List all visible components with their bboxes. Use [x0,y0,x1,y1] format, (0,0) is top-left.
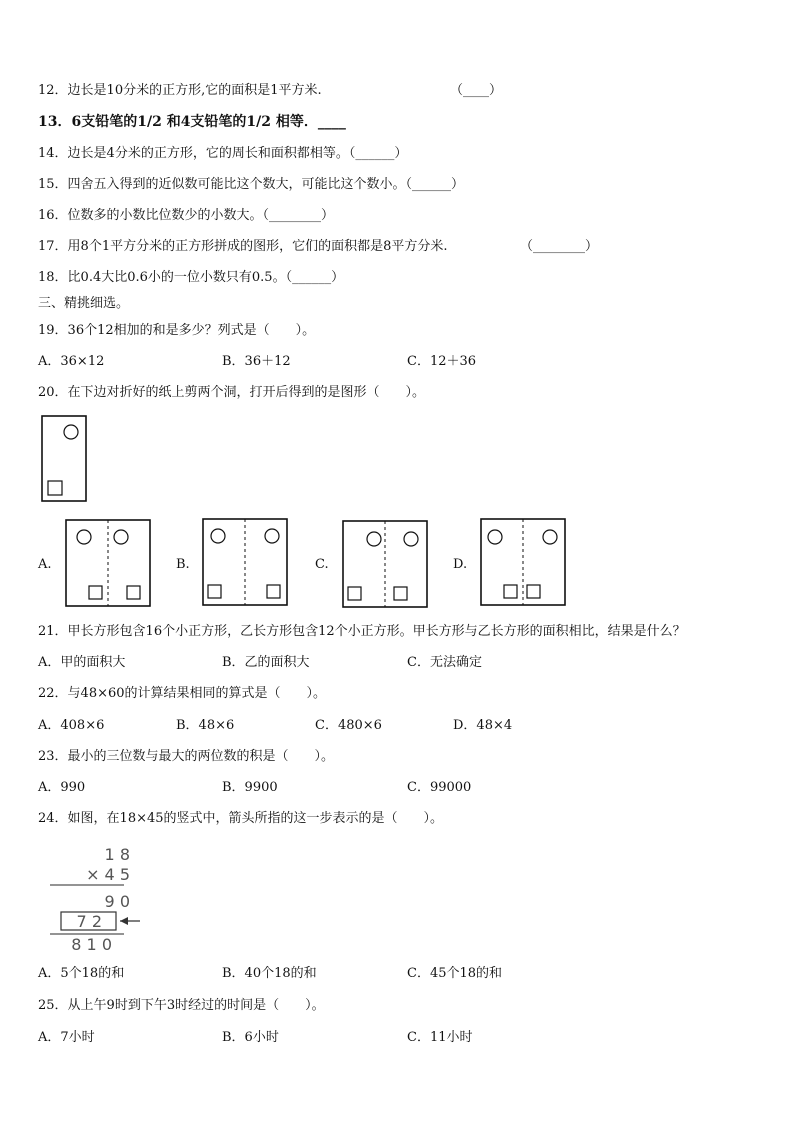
question-23: 23．最小的三位数与最大的两位数的积是（ ）。 [38,749,335,764]
answer-blank[interactable]: （____） [450,83,503,98]
question-text: 18．比0.4大比0.6小的一位小数只有0.5。 [38,270,286,285]
question-22: 22．与48×60的计算结果相同的算式是（ ）。 [38,686,327,701]
option-c[interactable]: C．11小时 [407,1030,473,1045]
option-a[interactable]: A．990 [38,780,86,795]
question-24: 24．如图，在18×45的竖式中，箭头所指的这一步表示的是（ ）。 [38,811,444,826]
answer-blank[interactable]: （________） [520,239,599,254]
question-text: 14．边长是4分米的正方形，它的周长和面积都相等。 [38,146,349,161]
option-c[interactable]: C．480×6 [315,718,382,733]
option-a[interactable]: A．7小时 [38,1030,95,1045]
option-a-label[interactable]: A. [38,557,52,572]
option-d-figure[interactable] [479,517,567,609]
calc-line-4: 7 2 [76,912,102,931]
question-14 [38,146,407,162]
question-20: 20．在下边对折好的纸上剪两个洞，打开后得到的是图形（ ）。 [38,385,426,400]
calc-line-2: × 4 5 [86,865,130,884]
question-16 [38,208,334,224]
question-21: 21．甲长方形包含16个小正方形，乙长方形包含12个小正方形。甲长方形与乙长方形的面积相比，结果是什么？ [38,624,686,639]
answer-blank[interactable]: （______） [285,270,345,285]
calc-line-5: 8 1 0 [71,935,112,954]
calc-line-1: 1 8 [104,845,130,864]
question-25: 25．从上午9时到下午3时经过的时间是（ ）。 [38,998,325,1013]
option-d[interactable]: D．48×4 [453,718,513,733]
option-c[interactable]: C．99000 [407,780,472,795]
option-a[interactable]: A．甲的面积大 [38,655,126,670]
vertical-multiplication-figure [44,842,154,954]
question-19: 19．36个12相加的和是多少？列式是（ ）。 [38,323,316,338]
question-18 [38,270,344,286]
section-heading: 三、精挑细选。 [38,296,130,311]
question-text: 16．位数多的小数比位数少的小数大。 [38,208,263,223]
option-a[interactable]: A．5个18的和 [38,966,125,981]
option-c-figure[interactable] [341,519,429,611]
folded-paper-figure [40,414,90,504]
calc-line-3: 9 0 [104,892,130,911]
answer-blank[interactable]: （______） [405,177,465,192]
question-17 [38,239,448,255]
option-b-figure[interactable] [201,517,289,609]
option-a-figure[interactable] [64,518,152,610]
option-c[interactable]: C．12＋36 [407,354,477,369]
option-b[interactable]: B．9900 [222,780,278,795]
question-text: 15．四舍五入得到的近似数可能比这个数大，可能比这个数小。 [38,177,406,192]
question-15 [38,177,464,193]
question-13 [38,114,346,130]
option-c-label[interactable]: C. [315,557,329,572]
question-text: 17．用8个1平方分米的正方形拼成的图形，它们的面积都是8平方分米. [38,239,448,254]
question-text: 12．边长是10分米的正方形,它的面积是1平方米. [38,83,322,98]
option-b[interactable]: B．48×6 [176,718,235,733]
answer-blank[interactable]: ____ [317,114,346,130]
option-a[interactable]: A．36×12 [38,354,105,369]
answer-blank[interactable]: （______） [348,146,408,161]
option-b[interactable]: B．36＋12 [222,354,291,369]
question-12 [38,83,322,99]
question-text: 13．6支铅笔的1/2 和4支铅笔的1/2 相等． [38,114,318,130]
option-b[interactable]: B．40个18的和 [222,966,317,981]
option-a[interactable]: A．408×6 [38,718,105,733]
option-c[interactable]: C．无法确定 [407,655,482,670]
option-b[interactable]: B．乙的面积大 [222,655,310,670]
option-d-label[interactable]: D. [453,557,468,572]
option-c[interactable]: C．45个18的和 [407,966,503,981]
option-b-label[interactable]: B. [176,557,190,572]
option-b[interactable]: B．6小时 [222,1030,279,1045]
answer-blank[interactable]: （________） [262,208,335,223]
